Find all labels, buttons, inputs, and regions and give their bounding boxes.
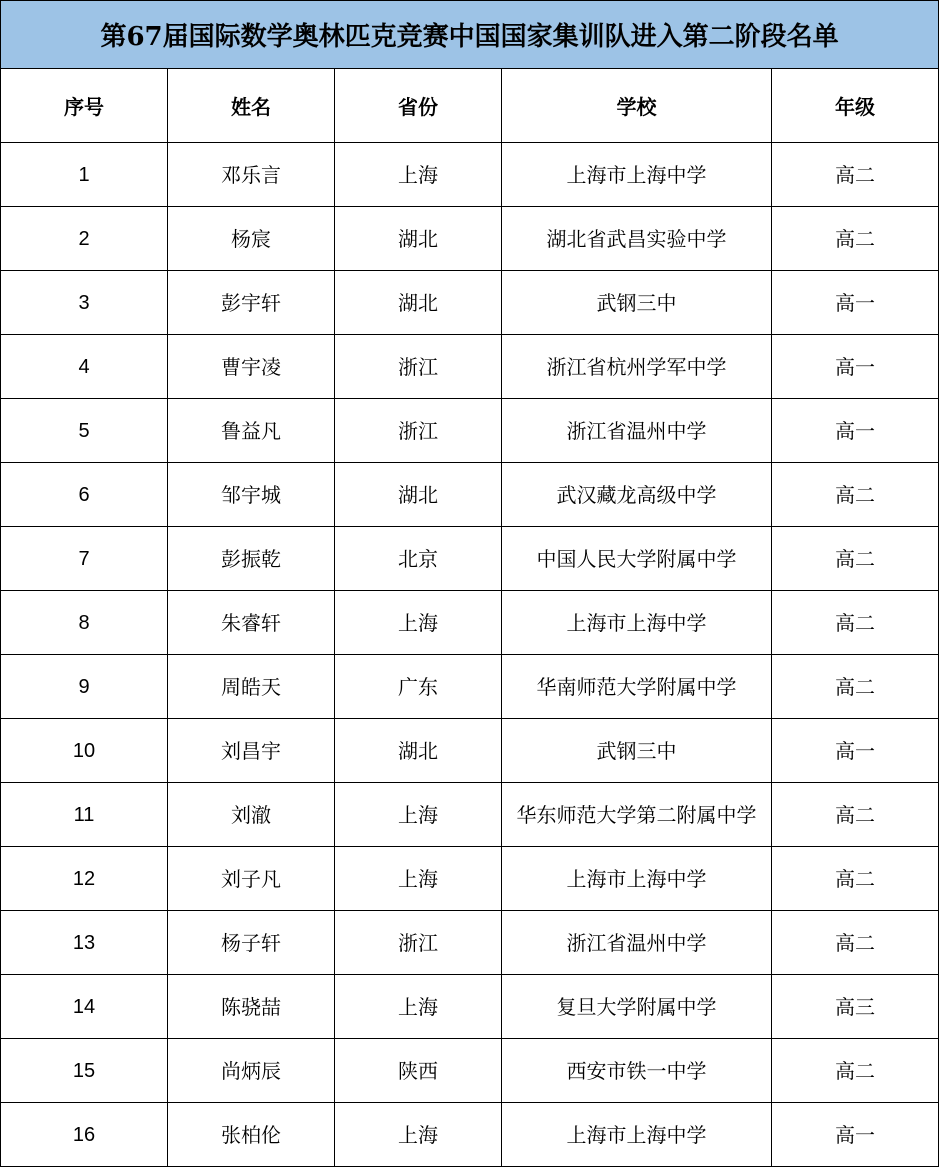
cell-school (502, 207, 772, 271)
cell-province: 上海 (335, 847, 502, 911)
cell-number: 13 (1, 911, 168, 975)
cell-number: 6 (1, 463, 168, 527)
table-row (1, 335, 939, 399)
school-text: 西安市铁一中学 (566, 1058, 707, 1083)
cell-grade: 高一 (772, 271, 939, 335)
cell-name: 尚炳辰 (168, 1039, 335, 1103)
cell-number: 11 (1, 783, 168, 847)
table-row (1, 783, 939, 847)
cell-school (502, 271, 772, 335)
school-text: 华东师范大学第二附属中学 (516, 802, 757, 827)
cell-province: 上海 (335, 1103, 502, 1167)
cell-province: 上海 (335, 143, 502, 207)
cell-number: 15 (1, 1039, 168, 1103)
school-text: 中国人民大学附属中学 (536, 546, 737, 571)
cell-province: 浙江 (335, 911, 502, 975)
school-text: 上海市上海中学 (566, 1122, 707, 1147)
table-row (1, 975, 939, 1039)
school-text: 湖北省武昌实验中学 (546, 226, 727, 251)
cell-grade: 高二 (772, 655, 939, 719)
cell-grade: 高三 (772, 975, 939, 1039)
table-row (1, 591, 939, 655)
cell-school (502, 527, 772, 591)
cell-name: 张柏伦 (168, 1103, 335, 1167)
cell-school (502, 1039, 772, 1103)
cell-grade: 高一 (772, 335, 939, 399)
cell-school (502, 399, 772, 463)
column-header-number: 序号 (1, 69, 168, 143)
cell-province: 湖北 (335, 207, 502, 271)
cell-name: 彭宇轩 (168, 271, 335, 335)
cell-school (502, 655, 772, 719)
cell-number: 10 (1, 719, 168, 783)
table-row (1, 463, 939, 527)
column-header-province: 省份 (335, 69, 502, 143)
cell-province: 广东 (335, 655, 502, 719)
table-row (1, 527, 939, 591)
cell-name: 邓乐言 (168, 143, 335, 207)
table-row (1, 399, 939, 463)
school-text: 武钢三中 (596, 738, 677, 763)
cell-grade: 高二 (772, 527, 939, 591)
cell-school (502, 591, 772, 655)
title-row (1, 1, 939, 69)
cell-number: 1 (1, 143, 168, 207)
school-text: 上海市上海中学 (566, 866, 707, 891)
school-text: 浙江省温州中学 (566, 418, 707, 443)
cell-grade: 高一 (772, 399, 939, 463)
cell-school (502, 911, 772, 975)
cell-grade: 高二 (772, 591, 939, 655)
cell-province: 上海 (335, 591, 502, 655)
cell-school (502, 143, 772, 207)
cell-school (502, 463, 772, 527)
cell-name: 朱睿轩 (168, 591, 335, 655)
cell-school (502, 719, 772, 783)
cell-number: 8 (1, 591, 168, 655)
cell-name: 鲁益凡 (168, 399, 335, 463)
column-header-school: 学校 (502, 69, 772, 143)
cell-school (502, 783, 772, 847)
cell-province: 上海 (335, 783, 502, 847)
cell-name: 曹宇凌 (168, 335, 335, 399)
cell-school (502, 335, 772, 399)
cell-province: 上海 (335, 975, 502, 1039)
school-text: 华南师范大学附属中学 (536, 674, 737, 699)
cell-name: 陈骁喆 (168, 975, 335, 1039)
school-text: 上海市上海中学 (566, 162, 707, 187)
cell-school (502, 1103, 772, 1167)
cell-name: 刘子凡 (168, 847, 335, 911)
school-text: 武钢三中 (596, 290, 677, 315)
cell-number: 12 (1, 847, 168, 911)
school-text: 上海市上海中学 (566, 610, 707, 635)
cell-number: 16 (1, 1103, 168, 1167)
cell-grade: 高二 (772, 207, 939, 271)
cell-grade: 高二 (772, 847, 939, 911)
cell-province: 湖北 (335, 719, 502, 783)
cell-grade: 高二 (772, 911, 939, 975)
column-header-grade: 年级 (772, 69, 939, 143)
cell-name: 杨宸 (168, 207, 335, 271)
cell-name: 刘澈 (168, 783, 335, 847)
cell-grade: 高二 (772, 463, 939, 527)
school-text: 浙江省温州中学 (566, 930, 707, 955)
cell-grade: 高一 (772, 719, 939, 783)
cell-number: 4 (1, 335, 168, 399)
cell-province: 湖北 (335, 271, 502, 335)
cell-province: 浙江 (335, 399, 502, 463)
cell-name: 邹宇城 (168, 463, 335, 527)
cell-number: 9 (1, 655, 168, 719)
table-row (1, 719, 939, 783)
cell-province: 浙江 (335, 335, 502, 399)
table-row (1, 207, 939, 271)
table-title: 第67届国际数学奥林匹克竞赛中国国家集训队进入第二阶段名单 (1, 1, 939, 69)
header-row (1, 69, 939, 143)
cell-school (502, 847, 772, 911)
table-row (1, 911, 939, 975)
table-row (1, 655, 939, 719)
table-row (1, 143, 939, 207)
cell-province: 北京 (335, 527, 502, 591)
cell-school (502, 975, 772, 1039)
cell-number: 14 (1, 975, 168, 1039)
school-text: 复旦大学附属中学 (556, 994, 717, 1019)
cell-province: 湖北 (335, 463, 502, 527)
school-text: 武汉藏龙高级中学 (556, 482, 717, 507)
cell-number: 7 (1, 527, 168, 591)
table-row (1, 271, 939, 335)
cell-province: 陕西 (335, 1039, 502, 1103)
cell-name: 杨子轩 (168, 911, 335, 975)
cell-grade: 高一 (772, 1103, 939, 1167)
table-row (1, 1039, 939, 1103)
cell-number: 5 (1, 399, 168, 463)
cell-number: 2 (1, 207, 168, 271)
column-header-name: 姓名 (168, 69, 335, 143)
cell-name: 彭振乾 (168, 527, 335, 591)
cell-number: 3 (1, 271, 168, 335)
cell-name: 周皓天 (168, 655, 335, 719)
cell-grade: 高二 (772, 1039, 939, 1103)
cell-grade: 高二 (772, 783, 939, 847)
table-row (1, 1103, 939, 1167)
cell-grade: 高二 (772, 143, 939, 207)
school-text: 浙江省杭州学军中学 (546, 354, 727, 379)
table-row (1, 847, 939, 911)
cell-name: 刘昌宇 (168, 719, 335, 783)
